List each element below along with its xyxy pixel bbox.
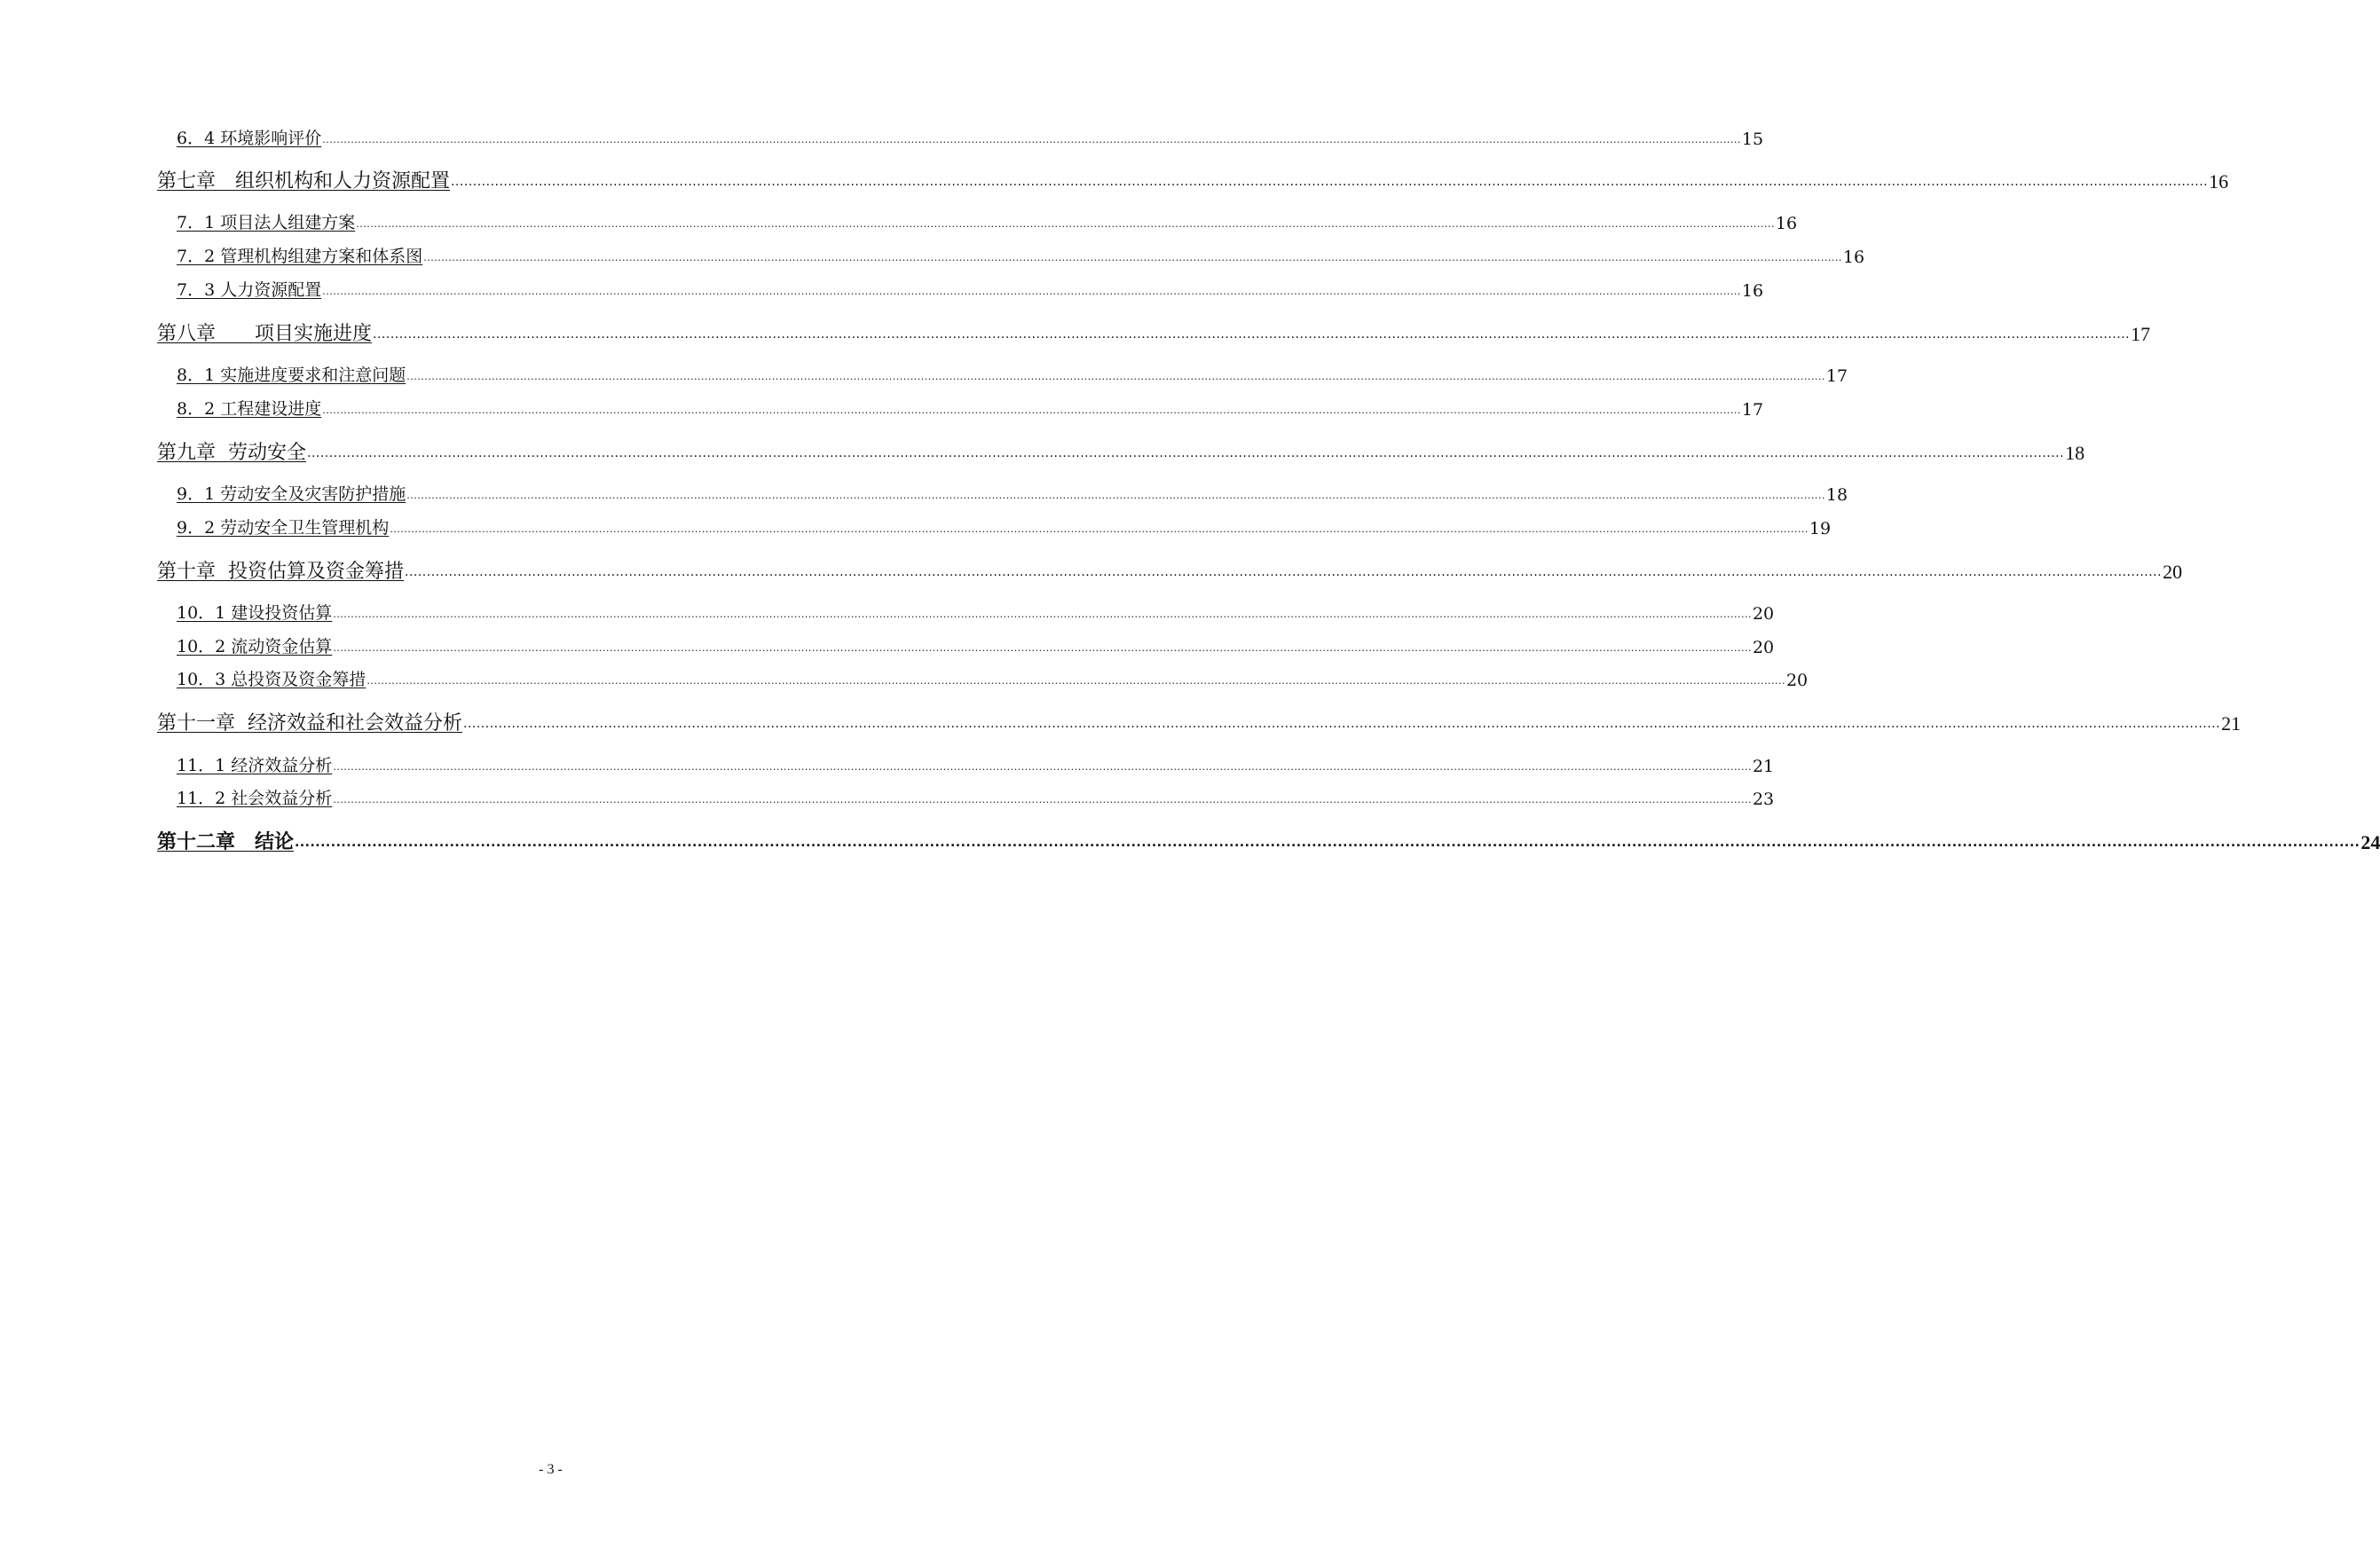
- toc-chapter-entry[interactable]: [157, 555, 2183, 584]
- toc-entry-title[interactable]: 8．2 工程建设进度: [177, 399, 322, 419]
- toc-entry-title[interactable]: 11．1 经济效益分析: [177, 756, 333, 775]
- toc-section-entry[interactable]: [177, 753, 1775, 776]
- dot-leader: ................................................................................................................................................................................................................................................................................................................................................................................................................: [322, 405, 1741, 416]
- dot-leader: ................................................................................................................................................................................................................................................................................................................................................................................................................: [406, 371, 1825, 382]
- toc-entry-title[interactable]: 10．1 建设投资估算: [177, 603, 333, 623]
- toc-entry-title[interactable]: 第七章 组织机构和人力资源配置: [157, 170, 451, 193]
- dot-leader: ................................................................................................................................................................................................................................................................................................................................................................................................................: [373, 327, 2131, 342]
- toc-section-entry[interactable]: [177, 363, 1848, 386]
- dot-leader: ................................................................................................................................................................................................................................................................................................................................................................................................................: [406, 490, 1825, 501]
- toc-section-entry[interactable]: [177, 634, 1775, 657]
- toc-section-entry[interactable]: [177, 397, 1764, 420]
- toc-page-number: 17: [1825, 366, 1848, 386]
- dot-leader: ................................................................................................................................................................................................................................................................................................................................................................................................................: [333, 642, 1752, 654]
- toc-entry-title[interactable]: 第十章 投资估算及资金筹措: [157, 561, 404, 583]
- toc-chapter-entry[interactable]: [157, 165, 2229, 193]
- toc-entry-title[interactable]: 8．1 实施进度要求和注意问题: [177, 365, 406, 385]
- dot-leader: ................................................................................................................................................................................................................................................................................................................................................................................................................: [405, 565, 2163, 579]
- dot-leader: ................................................................................................................................................................................................................................................................................................................................................................................................................: [423, 252, 1842, 263]
- toc-page-number: 20: [1752, 604, 1775, 624]
- toc-section-entry[interactable]: [177, 482, 1848, 505]
- toc-section-entry[interactable]: [177, 126, 1764, 149]
- toc-section-entry[interactable]: [177, 210, 1798, 233]
- dot-leader: ................................................................................................................................................................................................................................................................................................................................................................................................................: [333, 609, 1752, 620]
- toc-entry-title[interactable]: 7．2 管理机构组建方案和体系图: [177, 247, 423, 266]
- toc-page-number: 20: [1752, 638, 1775, 657]
- toc-section-entry[interactable]: [177, 244, 1865, 267]
- toc-section-entry[interactable]: [177, 786, 1775, 809]
- dot-leader: ................................................................................................................................................................................................................................................................................................................................................................................................................: [451, 175, 2209, 189]
- toc-page-number: 15: [1741, 130, 1764, 149]
- toc-entry-title[interactable]: 7．3 人力资源配置: [177, 280, 322, 300]
- dot-leader: ................................................................................................................................................................................................................................................................................................................................................................................................................: [463, 717, 2221, 731]
- dot-leader: ................................................................................................................................................................................................................................................................................................................................................................................................................: [295, 836, 2360, 850]
- dot-leader: ................................................................................................................................................................................................................................................................................................................................................................................................................: [322, 134, 1741, 145]
- toc-entry-title[interactable]: 6．4 环境影响评价: [177, 129, 322, 148]
- toc-entry-title[interactable]: 10．2 流动资金估算: [177, 637, 333, 656]
- toc-page-number: 24: [2360, 831, 2380, 853]
- toc-section-entry[interactable]: [177, 278, 1764, 301]
- toc-entry-title[interactable]: 第十一章 经济效益和社会效益分析: [157, 712, 462, 735]
- toc-page-number: 18: [1825, 485, 1848, 505]
- toc-page-number: 20: [1785, 671, 1809, 690]
- dot-leader: ................................................................................................................................................................................................................................................................................................................................................................................................................: [390, 523, 1809, 535]
- toc-entry-title[interactable]: 7．1 项目法人组建方案: [177, 213, 356, 232]
- toc-page-number: 19: [1809, 519, 1832, 538]
- toc-page-number: 17: [1741, 400, 1764, 420]
- toc-chapter-entry[interactable]: [157, 707, 2242, 735]
- toc-page-number: 23: [1752, 790, 1775, 809]
- dot-leader: ................................................................................................................................................................................................................................................................................................................................................................................................................: [333, 794, 1752, 806]
- toc-page-number: 21: [1752, 757, 1775, 776]
- toc-entry-title[interactable]: 10．3 总投资及资金筹措: [177, 670, 366, 689]
- toc-chapter-entry[interactable]: [157, 318, 2151, 346]
- toc-entry-title[interactable]: 9．1 劳动安全及灾害防护措施: [177, 484, 406, 504]
- toc-chapter-entry[interactable]: [157, 436, 2085, 465]
- toc-section-entry[interactable]: [177, 601, 1775, 624]
- toc-entry-title[interactable]: 第九章 劳动安全: [157, 442, 306, 464]
- dot-leader: ................................................................................................................................................................................................................................................................................................................................................................................................................: [307, 446, 2065, 460]
- page-number: - 3 -: [539, 1462, 563, 1477]
- dot-leader: ................................................................................................................................................................................................................................................................................................................................................................................................................: [356, 218, 1775, 230]
- toc-entry-title[interactable]: 9．2 劳动安全卫生管理机构: [177, 518, 390, 538]
- dot-leader: ................................................................................................................................................................................................................................................................................................................................................................................................................: [333, 761, 1752, 773]
- toc-page-number: 16: [1842, 248, 1865, 267]
- dot-leader: ................................................................................................................................................................................................................................................................................................................................................................................................................: [322, 286, 1741, 297]
- toc-section-entry[interactable]: [177, 667, 1809, 690]
- toc-page-number: 21: [2221, 712, 2242, 735]
- toc-entry-title[interactable]: 第十二章 结论: [157, 831, 295, 853]
- toc-entry-title[interactable]: 11．2 社会效益分析: [177, 789, 333, 808]
- toc-chapter-entry[interactable]: [157, 826, 2380, 854]
- toc-section-entry[interactable]: [177, 515, 1832, 538]
- toc-page-number: 16: [2209, 170, 2229, 193]
- toc-entry-title[interactable]: 第八章 项目实施进度: [157, 323, 373, 345]
- toc-page-number: 16: [1775, 214, 1798, 233]
- toc-page-number: 20: [2163, 561, 2183, 583]
- toc-page-number: 18: [2065, 442, 2085, 464]
- dot-leader: ................................................................................................................................................................................................................................................................................................................................................................................................................: [366, 675, 1785, 687]
- toc-page-number: 17: [2131, 323, 2151, 345]
- toc-page-number: 16: [1741, 281, 1764, 301]
